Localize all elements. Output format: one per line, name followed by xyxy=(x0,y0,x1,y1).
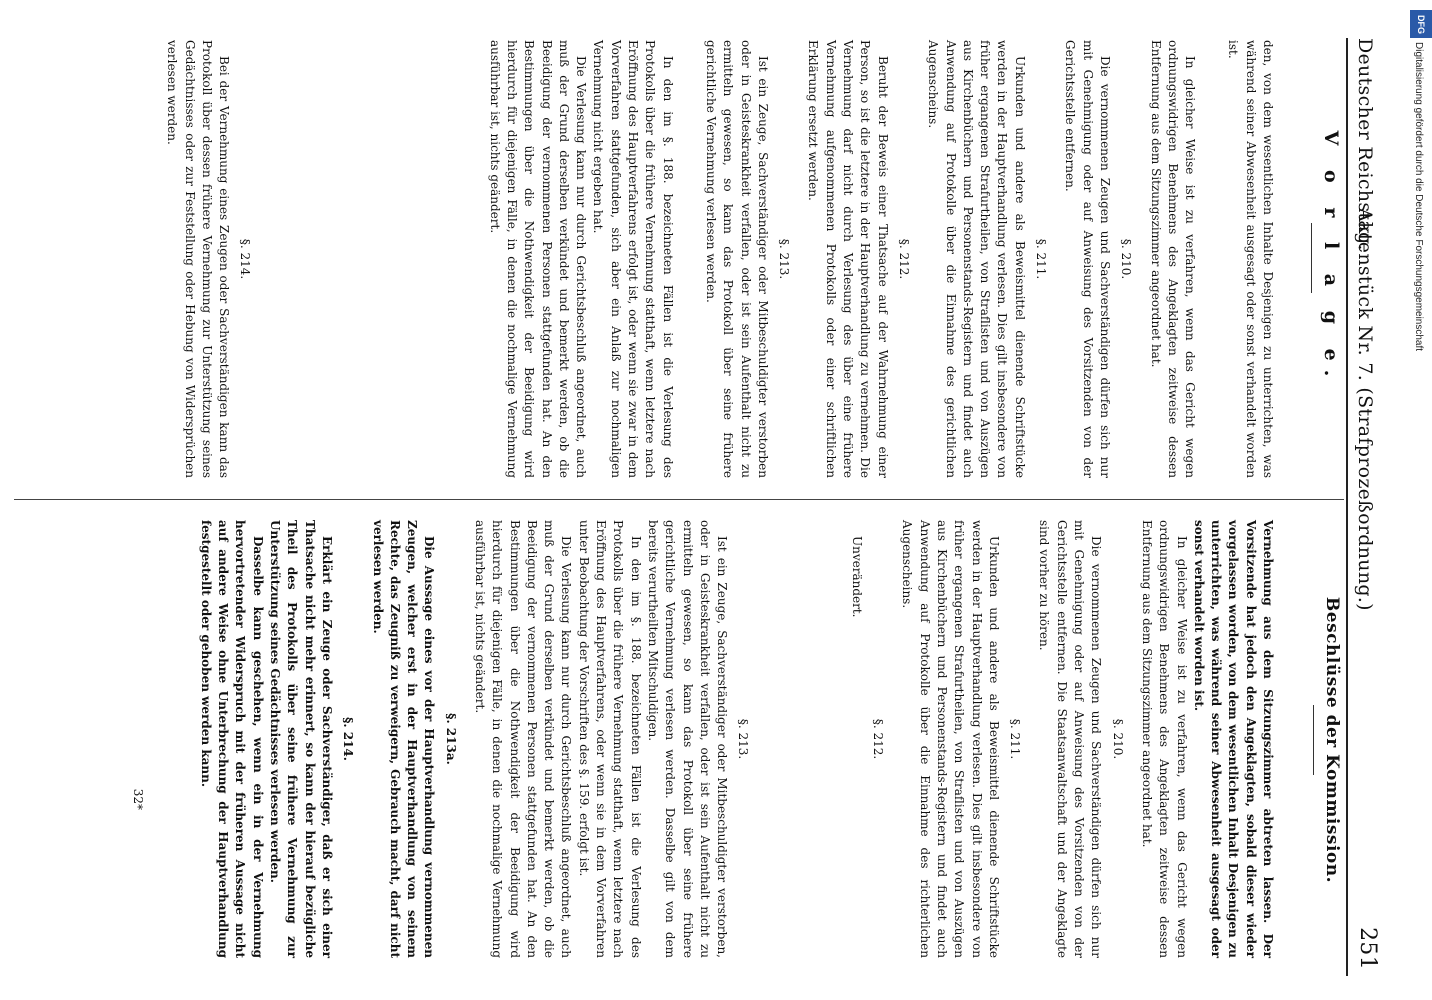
paragraph: In gleicher Weise ist zu verfahren, wenn das Gericht wegen ordnungswidrigen Benehmens des Angeklagten zeitweise dessen Entfernung aus dem Sitzungszimmer angeordnet hat. xyxy=(1139,520,1189,958)
right-column-heading: Beschlüsse der Kommission. xyxy=(1322,596,1342,884)
spacer xyxy=(1198,40,1224,478)
section-number: §. 210. xyxy=(1110,718,1125,760)
paragraph: In den im §. 188. bezeichneten Fällen ist die Verlesung des Protokolls über die frühere Vernehmung statthaft, wenn letztere nach Eröffnung des Hauptverfahrens, oder wenn sie in dem Vorverfahren unter Beobachtung der Vorschriften des §. 159. erfolgt ist. xyxy=(576,520,643,958)
paragraph: den, von dem wesentlichen Inhalte Desjenigen zu unterrichten, was während seiner Abwesenheit ausgesagt oder sonst verhandelt worden ist. xyxy=(1226,40,1275,478)
column-divider xyxy=(14,499,1344,500)
paragraph: Beruht der Beweis einer Thatsache auf der Wahrnehmung einer Person, so ist die letztere in der Hauptverhandlung zu vernehmen. Die Vernehmung darf nicht durch Verlesung des über eine frühere Vernehmung aufgenommenen Protokolls oder einer schriftlichen Erklärung ersetzt werden. xyxy=(806,40,890,478)
section-number: §. 211. xyxy=(1034,238,1049,280)
heading-rule xyxy=(1311,223,1312,293)
paragraph: Die Aussage eines vor der Hauptverhandlung vernommenen Zeugen, welcher erst in der Hauptverhandlung von seinem Rechte, das Zeugniß zu verweigern, Gebrauch macht, darf nicht verlesen werden. xyxy=(370,520,437,958)
left-column-heading-wrap xyxy=(1284,38,1342,478)
side-footer xyxy=(1406,0,1432,1000)
header-middle: Aktenstück Nr. 7. (Strafprozeßordnung.) xyxy=(1354,208,1376,611)
paragraph: Dasselbe kann geschehen, wenn ein in der Vernehmung hervortretender Widerspruch mit der früheren Aussage nicht auf andere Weise ohne Unterbrechung der Hauptverhandlung festgestellt oder gehoben werden kann. xyxy=(198,520,265,958)
section-number: §. 213a. xyxy=(443,713,458,765)
spacer xyxy=(763,520,847,958)
paragraph: Unverändert. xyxy=(849,536,864,618)
paragraph: In gleicher Weise ist zu verfahren, wenn das Gericht wegen ordnungswidrigen Benehmens des Angeklagten zeitweise dessen Entfernung aus dem Sitzungszimmer angeordnet hat. xyxy=(1148,40,1198,478)
section-number: §. 213. xyxy=(777,238,792,280)
heading-rule xyxy=(1313,705,1314,775)
section-number: §. 213. xyxy=(736,718,751,760)
paragraph: Ist ein Zeuge, Sachverständiger oder Mitbeschuldigter verstorben oder in Geisteskrankheit verfallen, oder ist sein Aufenthalt nicht zu ermitteln gewesen, so kann das Protokoll über seine frühere gerichtliche Vernehmung verlesen werden. xyxy=(703,40,770,478)
signature-mark: 32* xyxy=(131,788,145,810)
paragraph: Ist ein Zeuge, Sachverständiger oder Mitbeschuldigter verstorben, oder in Geisteskrankheit verfallen, oder ist sein Aufenthalt nicht zu ermitteln gewesen, so kann das Protokoll über seine frühere gerichtliche Vernehmung verlesen werden. Dasselbe gilt von dem bereits verurtheilten Mitschuldigen. xyxy=(645,520,730,958)
dfg-logo: DFG xyxy=(1410,10,1432,38)
page-header xyxy=(1346,38,1388,976)
paragraph: Die vernommenen Zeugen und Sachverständigen dürfen sich nur mit Genehmigung oder auf Anweisung des Vorsitzenden von der Gerichtsstelle entfernen. xyxy=(1063,40,1112,478)
left-column-heading: V o r l a g e. xyxy=(1320,130,1342,386)
right-column xyxy=(197,520,1276,958)
paragraph: Die vernommenen Zeugen und Sachverständigen dürfen sich nur mit Genehmigung oder auf Anweisung des Vorsitzenden von der Gerichtsstelle entfernen. Die Staatsanwaltschaft und der Angeklagte sind vorher zu hören. xyxy=(1037,520,1104,958)
section-number: §. 214. xyxy=(341,717,356,761)
paragraph: Urkunden und andere als Beweismittel dienende Schriftstücke werden in der Hauptverhandlung verlesen. Dies gilt insbesondere von früher ergangenen Strafurtheilen, von Straflisten und von Auszügen aus Kirchenbüchern und Personenstands-Registern und findet auch Anwendung auf Protokolle über die Einnahme des gerichtlichen Augenscheins. xyxy=(926,40,1027,478)
section-number: §. 211. xyxy=(1008,718,1023,760)
paragraph: Erklärt ein Zeuge oder Sachverständiger, daß er sich einer Thatsache nicht mehr erinnert, so kann der hierauf bezügliche Theil des Protokolls über seine frühere Vernehmung zur Unterstützung seines Gedächtnisses verlesen werden. xyxy=(268,520,334,958)
header-left: Deutscher Reichstag. xyxy=(1354,38,1376,251)
paragraph: Die Verlesung kann nur durch Gerichtsbeschluß angeordnet, auch muß der Grund derselben verkündet und bemerkt werden, ob die Beeidigung der vernommenen Personen stattgefunden hat. An den Bestimmungen über die Nothwendigkeit der Beeidigung wird hierdurch für diejenigen Fälle, in denen die nochmalige Vernehmung ausführbar ist, nichts geändert. xyxy=(473,520,574,958)
section-number: §. 210. xyxy=(1119,238,1134,280)
section-number: §. 212. xyxy=(896,238,911,280)
spacer xyxy=(265,40,485,478)
paragraph: Urkunden und andere als Beweismittel dienende Schriftstücke werden in der Hauptverhandlung verlesen. Dies gilt insbesondere von früher ergangenen Strafurtheilen, von Straflisten und von Auszügen aus Kirchenbüchern und Personenstands-Registern und findet auch Anwendung auf Protokolle über die Einnahme des richterlichen Augenscheins. xyxy=(900,520,1001,958)
paragraph: Vernehmung aus dem Sitzungszimmer abtreten lassen. Der Vorsitzende hat jedoch den Angeklagten, sobald dieser wieder vorgelassen worden, von dem wesentlichen Inhalt Desjenigen zu unterrichten, was während seiner Abwesenheit ausgesagt oder sonst verhandelt worden ist. xyxy=(1191,520,1275,958)
digitization-credit: Digitalisierung gefördert durch die Deutsche Forschungsgemeinschaft xyxy=(1413,42,1424,352)
section-number: §. 214. xyxy=(238,238,253,280)
left-column xyxy=(163,40,1276,478)
section-number: §. 212. xyxy=(871,718,886,760)
paragraph: Die Verlesung kann nur durch Gerichtsbeschluß angeordnet, auch muß der Grund derselben verkündet und bemerkt werden, ob die Beeidigung der vernommenen Personen stattgefunden hat. An den Bestimmungen über die Nothwendigkeit der Beeidigung wird hierdurch für diejenigen Fälle, in denen die nochmalige Vernehmung ausführbar ist, nichts geändert. xyxy=(487,40,589,478)
page-number: 251 xyxy=(1355,927,1380,970)
paragraph: Bei der Vernehmung eines Zeugen oder Sachverständigen kann das Protokoll über dessen frühere Vernehmung zur Unterstützung seines Gedächtnisses oder zur Feststellung oder Hebung von Widersprüchen verlesen werden. xyxy=(165,40,232,478)
right-column-heading-wrap xyxy=(1284,520,1342,960)
spacer xyxy=(676,40,702,478)
paragraph: In den im §. 188. bezeichneten Fällen ist die Verlesung des Protokolls über die frühere Vernehmung statthaft, wenn letztere nach Eröffnung des Hauptverfahrens erfolgt ist, oder wenn sie zwar in dem Vorverfahren stattgefunden, sich aber ein Anlaß zur nochmaligen Vernehmung nicht ergeben hat. xyxy=(591,40,675,478)
